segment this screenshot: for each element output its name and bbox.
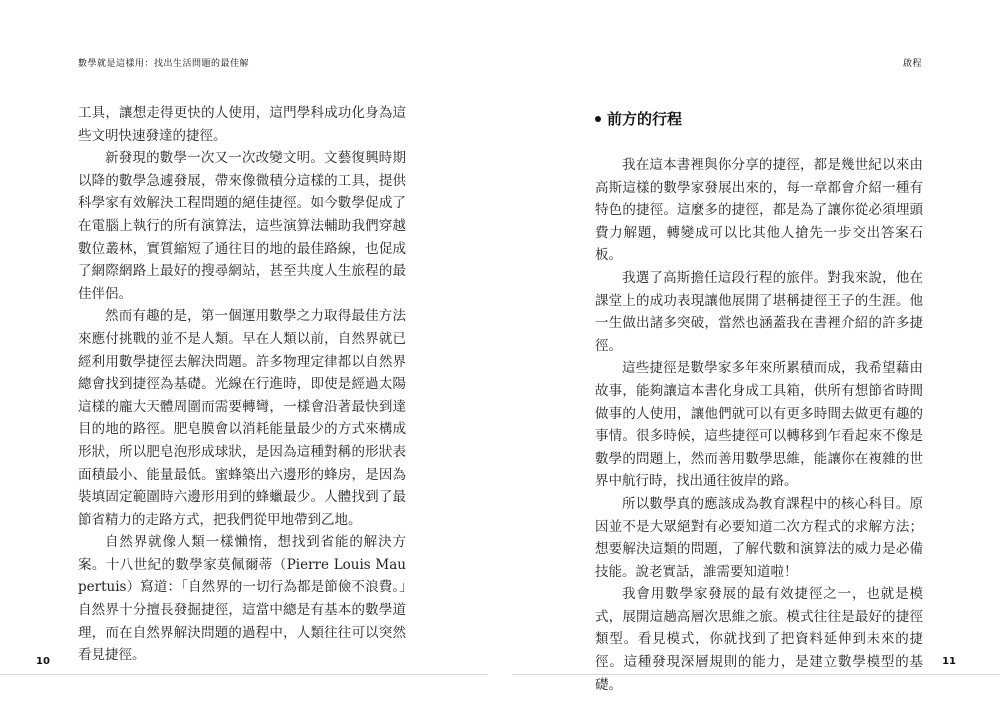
running-head-right: 啟程 [902, 59, 922, 69]
right-paragraph-3: 這些捷徑是數學家多年來所累積而成，我希望藉由故事，能夠讓這本書化身成工具箱，供所有想節省時間做事的人使用，讓他們就可以有更多時間去做更有趣的事情。很多時候，這些捷徑可以轉移到乍看起來不像是數學的問題上，然而善用數學思維，能讓你在複雜的世界中航行時，找出通往彼岸的路。 [595, 360, 923, 490]
right-paragraph-5: 我會用數學家發展的最有效捷徑之一，也就是模式，展開這趟高層次思維之旅。模式往往是最好的捷徑類型。看見模式，你就找到了把資料延伸到未來的捷徑。這種發現深層規則的能力，是建立數學模型的基礎。 [595, 586, 923, 693]
right-page-body [595, 102, 923, 696]
left-paragraph-3: 然而有趣的是，第一個運用數學之力取得最佳方法來應付挑戰的並不是人類。早在人類以前，自然界就已經利用數學捷徑去解決問題。許多物理定律都以自然界總會找到捷徑為基礎。光線在行進時，即使是經過太陽這樣的龐大天體周圍而需要轉彎，一樣會沿著最快到達目的地的路徑。肥皂膜會以消耗能量最少的方式來構成形狀，所以肥皂泡形成球狀，是因為這種對稱的形狀表面積最小、能量最低。蜜蜂築出六邊形的蜂房，是因為裝填固定範圍時六邊形用到的蜂蠟最少。人體找到了最節省精力的走路方式，把我們從甲地帶到乙地。 [78, 308, 406, 528]
left-page-body [78, 102, 406, 667]
left-paragraph-2: 新發現的數學一次又一次改變文明。文藝復興時期以降的數學急遽發展，帶來像微積分這樣的工具，提供科學家有效解決工程問題的絕佳捷徑。如今數學促成了在電腦上執行的所有演算法，這些演算法輔助我們穿越數位叢林，實質縮短了通往目的地的最佳路線，也促成了網際網路上最好的搜尋網站，甚至共度人生旅程的最佳伴侶。 [78, 150, 406, 302]
right-paragraph-2: 我選了高斯擔任這段行程的旅伴。對我來說，他在課堂上的成功表現讓他展開了堪稱捷徑王子的生涯。他一生做出諸多突破，當然也涵蓋我在書裡介紹的許多捷徑。 [595, 269, 923, 354]
bullet-icon [595, 116, 601, 122]
section-heading-text: 前方的行程 [607, 110, 683, 128]
footer-rule-right [512, 674, 1000, 675]
right-paragraph-4: 所以數學真的應該成為教育課程中的核心科目。原因並不是大眾絕對有必要知道二次方程式的求解方法；想要解決這類的問題，了解代數和演算法的威力是必備技能。說老實話，誰需要知道啦！ [595, 495, 923, 580]
right-paragraph-1: 我在這本書裡與你分享的捷徑，都是幾世紀以來由高斯這樣的數學家發展出來的，每一章都會介紹一種有特色的捷徑。這麼多的捷徑，都是為了讓你從必須埋頭費力解題，轉變成可以比其他人搶先一步交出答案石板。 [595, 157, 923, 264]
left-paragraph-1: 工具，讓想走得更快的人使用，這門學科成功化身為這些文明快速發達的捷徑。 [78, 105, 406, 144]
footer-rule-left [0, 674, 488, 675]
page-number-right: 11 [942, 656, 956, 667]
left-paragraph-4: 自然界就像人類一樣懶惰，想找到省能的解決方案。十八世紀的數學家莫佩爾蒂（Pierre Louis Maupertuis）寫道：「自然界的一切行為都是節儉不浪費。」自然界十分擅長發掘捷徑，這當中總是有基本的數學道理，而在自然界解決問題的過程中，人類往往可以突然看見捷徑。 [78, 534, 406, 664]
running-head-left: 數學就是這樣用：找出生活問題的最佳解 [78, 59, 250, 69]
page-number-left: 10 [36, 656, 50, 667]
section-heading [595, 108, 923, 130]
